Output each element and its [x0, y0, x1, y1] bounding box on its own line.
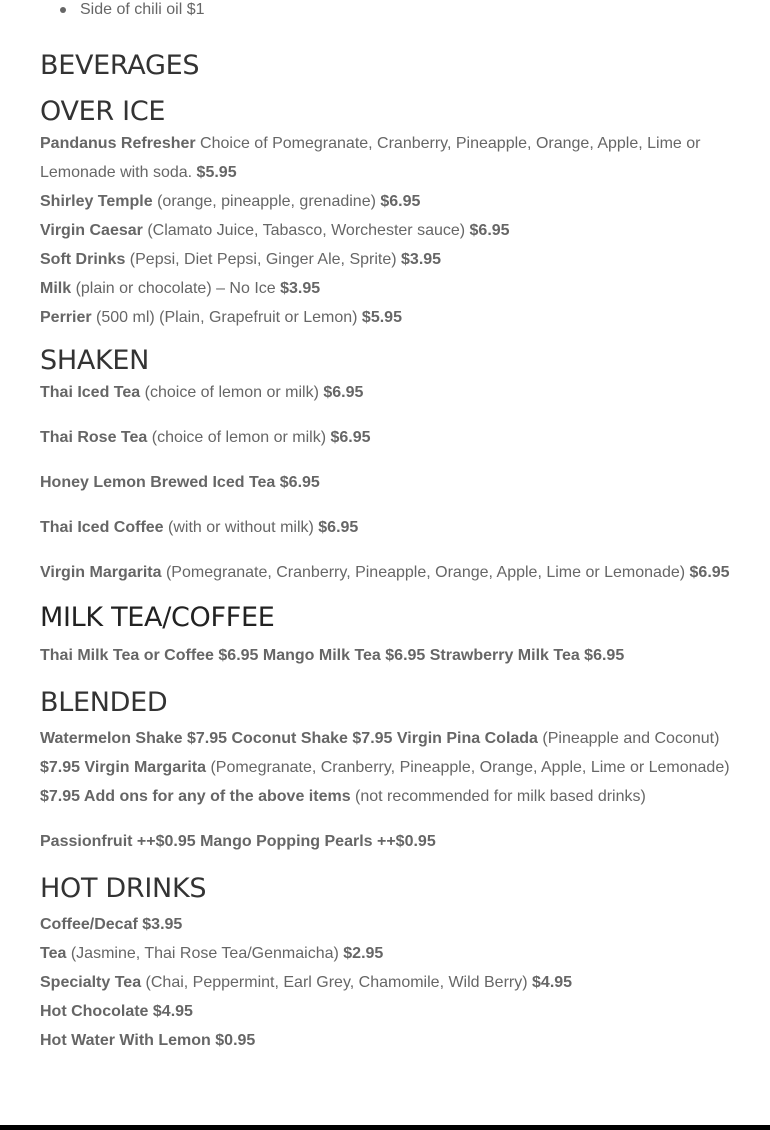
blended-paragraph: Watermelon Shake $7.95 Coconut Shake $7.95 Virgin Pina Colada (Pineapple and Coconut) $7.95 Virgin Margarita (Pomegranate, Cranberry, Pineapple, Orange, Apple, Lime or Lemonade) $7.95 Add ons for any of the above items (not recommended for milk based drinks) [40, 730, 730, 805]
shaken-list [40, 378, 730, 587]
hot-drinks-list [40, 910, 730, 1055]
menu-item: Shirley Temple (orange, pineapple, grenadine) $6.95 [40, 193, 421, 210]
blended-heading: BLENDED [40, 687, 168, 718]
menu-item: Virgin Margarita (Pomegranate, Cranberry, Pineapple, Orange, Apple, Lime or Lemonade) $6.95 [40, 564, 730, 581]
menu-item: Milk (plain or chocolate) – No Ice $3.95 [40, 280, 321, 297]
menu-item: Perrier (500 ml) (Plain, Grapefruit or Lemon) $5.95 [40, 309, 402, 326]
menu-item: Tea (Jasmine, Thai Rose Tea/Genmaicha) $2.95 [40, 945, 384, 962]
menu-item: Thai Iced Tea (choice of lemon or milk) $6.95 [40, 384, 364, 401]
milk-tea-heading: MILK TEA/COFFEE [40, 602, 275, 633]
condiment-list [40, 0, 730, 21]
menu-item: Pandanus Refresher Choice of Pomegranate, Cranberry, Pineapple, Orange, Apple, Lime or Lemonade with soda. $5.95 [40, 135, 701, 181]
milk-tea-line: Thai Milk Tea or Coffee $6.95 Mango Milk Tea $6.95 Strawberry Milk Tea $6.95 [40, 647, 625, 664]
bottom-bar [0, 1125, 770, 1130]
shaken-heading: SHAKEN [40, 345, 150, 376]
menu-item: Specialty Tea (Chai, Peppermint, Earl Grey, Chamomile, Wild Berry) $4.95 [40, 974, 573, 991]
menu-item: Hot Water With Lemon $0.95 [40, 1032, 256, 1049]
blended-addons: Passionfruit ++$0.95 Mango Popping Pearls ++$0.95 [40, 833, 436, 850]
over-ice-heading: OVER ICE [40, 96, 166, 127]
menu-item: Soft Drinks (Pepsi, Diet Pepsi, Ginger Ale, Sprite) $3.95 [40, 251, 442, 268]
menu-item: Hot Chocolate $4.95 [40, 1003, 193, 1020]
hot-drinks-heading: HOT DRINKS [40, 873, 207, 904]
menu-item: Virgin Caesar (Clamato Juice, Tabasco, Worchester sauce) $6.95 [40, 222, 510, 239]
over-ice-list [40, 129, 730, 332]
menu-item: Coffee/Decaf $3.95 [40, 916, 183, 933]
menu-page [40, 0, 730, 1055]
menu-item: Thai Rose Tea (choice of lemon or milk) $6.95 [40, 429, 371, 446]
list-item: Side of chili oil $1 [40, 0, 730, 21]
menu-item: Honey Lemon Brewed Iced Tea $6.95 [40, 474, 320, 491]
beverages-heading: BEVERAGES [40, 50, 200, 81]
menu-item: Thai Iced Coffee (with or without milk) $6.95 [40, 519, 359, 536]
